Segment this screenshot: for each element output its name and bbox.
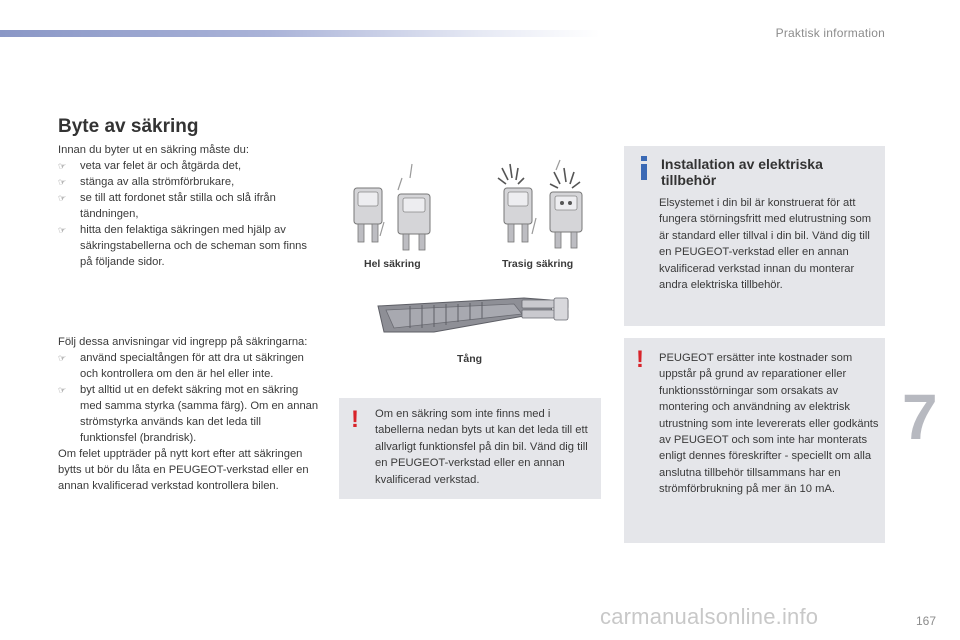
broken-fuse-caption: Trasig säkring (502, 258, 574, 270)
intro-lead: Innan du byter ut en säkring måste du: (58, 144, 249, 156)
info-box-text: Elsystemet i din bil är konstruerat för att fungera störningsfritt med elutrustning som är standard eller tillval i din bil. Vänd dig till en PEUGEOT-verkstad eller en annan kvalificerad verkstad innan du monterar andra elektriska tillbehör. (659, 197, 872, 292)
pointing-finger-icon: ☞ (58, 161, 67, 171)
list-item: ☞ se till att fordonet står stilla och slå ifrån tändningen, (58, 192, 276, 220)
list-item: ☞ använd specialtången för att dra ut säkringen och kontrollera om den är hel eller inte. (58, 352, 304, 380)
warning-text: PEUGEOT ersätter inte kostnader som uppstår på grund av reparationer eller funktionsstörningar som orsakats av montering och användning av elektrisk utrustning som inte levererats eller godkänts av PEUGEOT och som inte har monterats enligt dennes föreskrifter - speciellt om alla anslutna tillbehör tillsammans har en strömförbrukning på mer än 10 mA. (659, 352, 879, 496)
warning-box-right (624, 338, 885, 543)
pointing-finger-icon: ☞ (58, 385, 67, 395)
pointing-finger-icon: ☞ (58, 225, 67, 235)
procedure-lead: Följ dessa anvisningar vid ingrepp på säkringarna: (58, 336, 308, 348)
procedure-section (58, 334, 320, 494)
pointing-finger-icon: ☞ (58, 193, 67, 203)
warning-text: Om en säkring som inte finns med i tabellerna nedan byts ut kan det leda till ett allvarligt funktionsfel på din bil. Vänd dig till en PEUGEOT-verkstad eller en annan kvalificerad verkstad. (375, 408, 588, 486)
list-item: ☞ byt alltid ut en defekt säkring mot en säkring med samma styrka (samma färg). Om en annan strömstyrka används kan det leda till funktionsfel (brandrisk). (58, 384, 319, 444)
warning-box-center (339, 398, 601, 499)
chapter-number: 7 (902, 381, 938, 453)
procedure-list (58, 350, 320, 446)
good-fuse-caption: Hel säkring (364, 258, 421, 270)
list-item: ☞ veta var felet är och åtgärda det, (58, 160, 242, 172)
exclamation-icon: ! (351, 406, 359, 433)
exclamation-icon: ! (636, 346, 644, 373)
pliers-caption: Tång (457, 353, 483, 365)
pointing-finger-icon: ☞ (58, 353, 67, 363)
list-item: ☞ stänga av alla strömförbrukare, (58, 176, 235, 188)
intro-list (58, 158, 320, 270)
page-title: Byte av säkring (58, 116, 199, 137)
broken-fuse-illustration (490, 158, 600, 255)
page-number: 167 (915, 614, 936, 628)
intro-section (58, 142, 320, 270)
info-box-title: Installation av elektriska tillbehör (661, 156, 823, 188)
pointing-finger-icon: ☞ (58, 177, 67, 187)
section-title: Praktisk information (775, 26, 885, 40)
procedure-closing: Om felet uppträder på nytt kort efter att säkringen bytts ut bör du låta en PEUGEOT-verkstad eller en annan kvalificerad verkstad kontrollera bilen. (58, 448, 309, 492)
header-accent-bar (0, 30, 600, 37)
pliers-illustration (374, 288, 574, 344)
info-icon (639, 154, 653, 182)
watermark: carmanualsonline.info (600, 604, 819, 629)
good-fuse-illustration (340, 160, 450, 255)
list-item: ☞ hitta den felaktiga säkringen med hjälp av säkringstabellerna och de scheman som finns på följande sidor. (58, 224, 307, 268)
